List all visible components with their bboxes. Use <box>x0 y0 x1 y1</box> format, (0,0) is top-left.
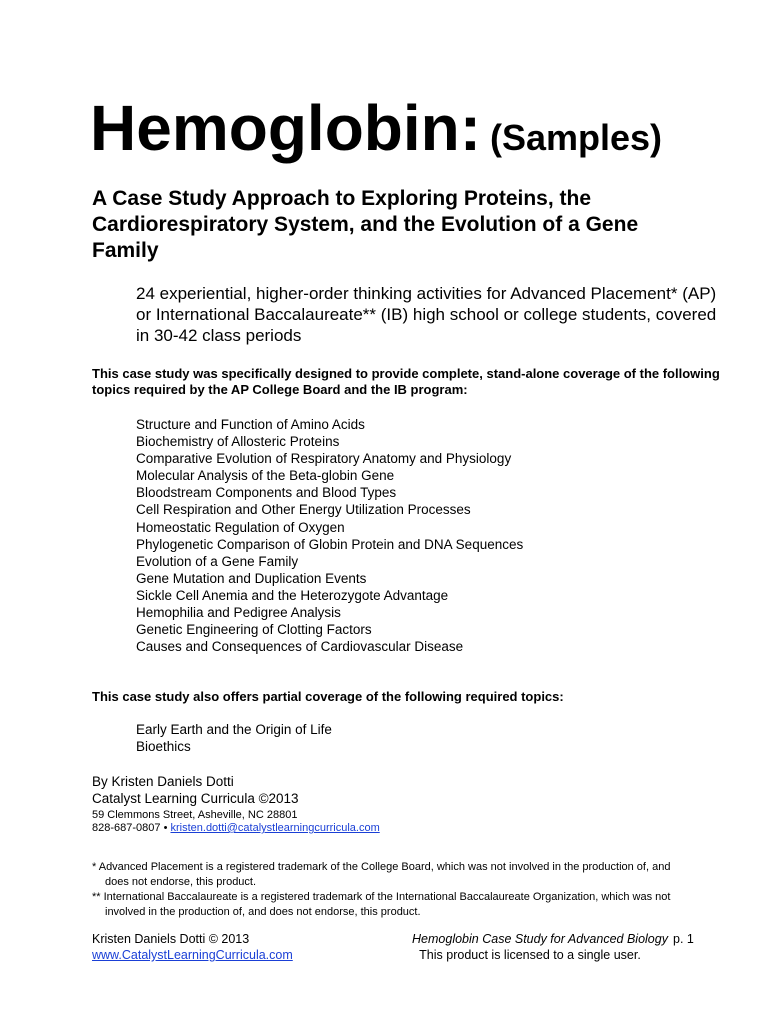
author-email-link[interactable]: kristen.dotti@catalystlearningcurricula.com <box>170 822 380 834</box>
partial-topics-list <box>136 721 332 755</box>
title-sub: (Samples) <box>489 117 663 158</box>
contact-separator: • <box>160 822 171 834</box>
author-phone: 828-687-0807 <box>92 822 161 834</box>
footer-left <box>92 931 293 963</box>
footnote-ap: * Advanced Placement is a registered trademark of the College Board, which was not involved in the production of, and does not endorse, this product. <box>92 861 671 888</box>
footnotes <box>92 860 692 920</box>
topic-item: Genetic Engineering of Clotting Factors <box>136 622 372 638</box>
page-subtitle: A Case Study Approach to Exploring Proteins, the Cardiorespiratory System, and the Evolution of a Gene Family <box>92 187 639 262</box>
topic-item: Hemophilia and Pedigree Analysis <box>136 605 341 621</box>
footer-website-link[interactable]: www.CatalystLearningCurricula.com <box>92 948 293 962</box>
topic-item: Cell Respiration and Other Energy Utilization Processes <box>136 502 471 518</box>
topic-item: Biochemistry of Allosteric Proteins <box>136 434 340 450</box>
topic-item: Bioethics <box>136 739 191 755</box>
topic-item: Molecular Analysis of the Beta-globin Gene <box>136 468 395 484</box>
footer-license: This product is licensed to a single user. <box>419 948 641 962</box>
required-topics-intro: This case study was specifically designed to provide complete, stand-alone coverage of the following topics required by the AP College Board and the IB program: <box>92 366 720 397</box>
author-org: Catalyst Learning Curricula ©2013 <box>92 791 299 806</box>
footer-center <box>330 931 730 963</box>
required-topics-list <box>136 416 523 655</box>
title-main: Hemoglobin: <box>90 92 482 164</box>
topic-item: Gene Mutation and Duplication Events <box>136 570 367 586</box>
page-title <box>90 92 663 164</box>
partial-topics-intro: This case study also offers partial coverage of the following required topics: <box>92 689 564 704</box>
author-contact <box>92 821 380 835</box>
topic-item: Sickle Cell Anemia and the Heterozygote Advantage <box>136 587 449 603</box>
footer-copyright: Kristen Daniels Dotti © 2013 <box>92 932 250 946</box>
topic-item: Comparative Evolution of Respiratory Anatomy and Physiology <box>136 451 512 467</box>
page-number: p. 1 <box>673 932 694 946</box>
summary-text: 24 experiential, higher-order thinking activities for Advanced Placement* (AP) or International Baccalaureate** (IB) high school or college students, covered in 30-42 class periods <box>136 284 717 345</box>
topic-item: Structure and Function of Amino Acids <box>136 417 365 432</box>
topic-item: Evolution of a Gene Family <box>136 553 299 569</box>
topic-item: Early Earth and the Origin of Life <box>136 722 332 737</box>
topic-item: Causes and Consequences of Cardiovascular Disease <box>136 639 464 655</box>
footnote-ib: ** International Baccalaureate is a registered trademark of the International Baccalaureate Organization, which was not involved in the production of, and does not endorse, this product. <box>92 891 671 918</box>
author-block <box>92 773 299 807</box>
topic-item: Phylogenetic Comparison of Globin Protein and DNA Sequences <box>136 536 524 552</box>
footer-doc-title: Hemoglobin Case Study for Advanced Biology <box>412 932 668 946</box>
topic-item: Homeostatic Regulation of Oxygen <box>136 519 345 535</box>
author-address: 59 Clemmons Street, Asheville, NC 28801 <box>92 809 298 821</box>
topic-item: Bloodstream Components and Blood Types <box>136 485 397 501</box>
author-name: By Kristen Daniels Dotti <box>92 774 234 789</box>
